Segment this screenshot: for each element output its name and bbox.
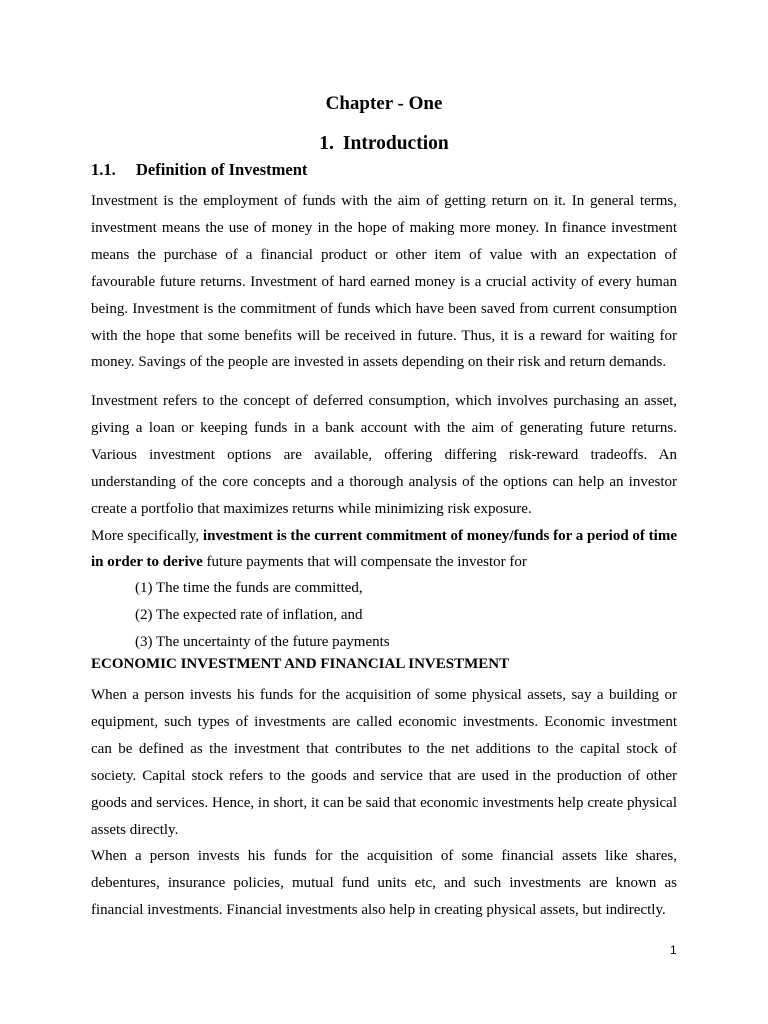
paragraph-2-text: Investment refers to the concept of deferred consumption, which involves purchasing an asset, giving a loan or keeping funds in a bank account with the aim of generating future returns. Various investment options are available, offering differing risk-reward tradeoffs. An understanding of the core concepts and a thorough analysis of the options can help an investor create a portfolio that maximizes returns while minimizing risk exposure.: [91, 393, 677, 517]
section-title: Definition of Investment: [136, 160, 308, 179]
paragraph-1: [91, 188, 677, 376]
section-number: 1.1.: [91, 160, 116, 179]
section-heading: [91, 160, 307, 180]
paragraph-2-block: [91, 388, 677, 576]
economic-financial-heading: ECONOMIC INVESTMENT AND FINANCIAL INVESTMENT: [91, 656, 510, 672]
page-number: 1: [670, 943, 677, 957]
definition-tail: future payments that will compensate the investor for: [202, 554, 527, 571]
paragraph-1-text: Investment is the employment of funds with the aim of getting return on it. In general terms, investment means the use of money in the hope of making more money. In finance investment means the purchase of a financial product or other item of value with an expectation of favourable future returns. Investment of hard earned money is a crucial activity of every human being. Investment is the commitment of funds which have been saved from current consumption with the hope that some benefits will be received in future. Thus, it is a reward for waiting for money. Savings of the people are invested in assets depending on their risk and return demands.: [91, 193, 677, 371]
list-item: (1) The time the funds are committed,: [135, 580, 363, 596]
introduction-number: 1.: [319, 133, 334, 154]
definition-paragraph: [91, 523, 677, 577]
chapter-title: Chapter - One: [325, 93, 443, 114]
list-item: (3) The uncertainty of the future payments: [135, 633, 390, 650]
introduction-heading: [0, 133, 768, 155]
compensation-list: [135, 575, 390, 656]
list-item: (2) The expected rate of inflation, and: [135, 606, 363, 623]
paragraph-3-block: [91, 682, 677, 924]
introduction-title: Introduction: [342, 133, 449, 154]
paragraph-4-text: When a person invests his funds for the acquisition of some financial assets like shares, debentures, insurance policies, mutual fund units etc, and such investments are known as financial investments. Financial investments also help in creating physical assets, but indirectly.: [91, 848, 677, 919]
definition-lead: More specifically,: [91, 527, 203, 544]
definition-bold: investment is the current commitment of money/funds for a period of time in order to derive: [91, 527, 677, 571]
paragraph-3-text: When a person invests his funds for the acquisition of some physical assets, say a building or equipment, such types of investments are called economic investments. Economic investment can be defined as the investment that contributes to the net additions to the capital stock of society. Capital stock refers to the goods and service that are used in the production of other goods and services. Hence, in short, it can be said that economic investments help create physical assets directly.: [91, 687, 677, 838]
